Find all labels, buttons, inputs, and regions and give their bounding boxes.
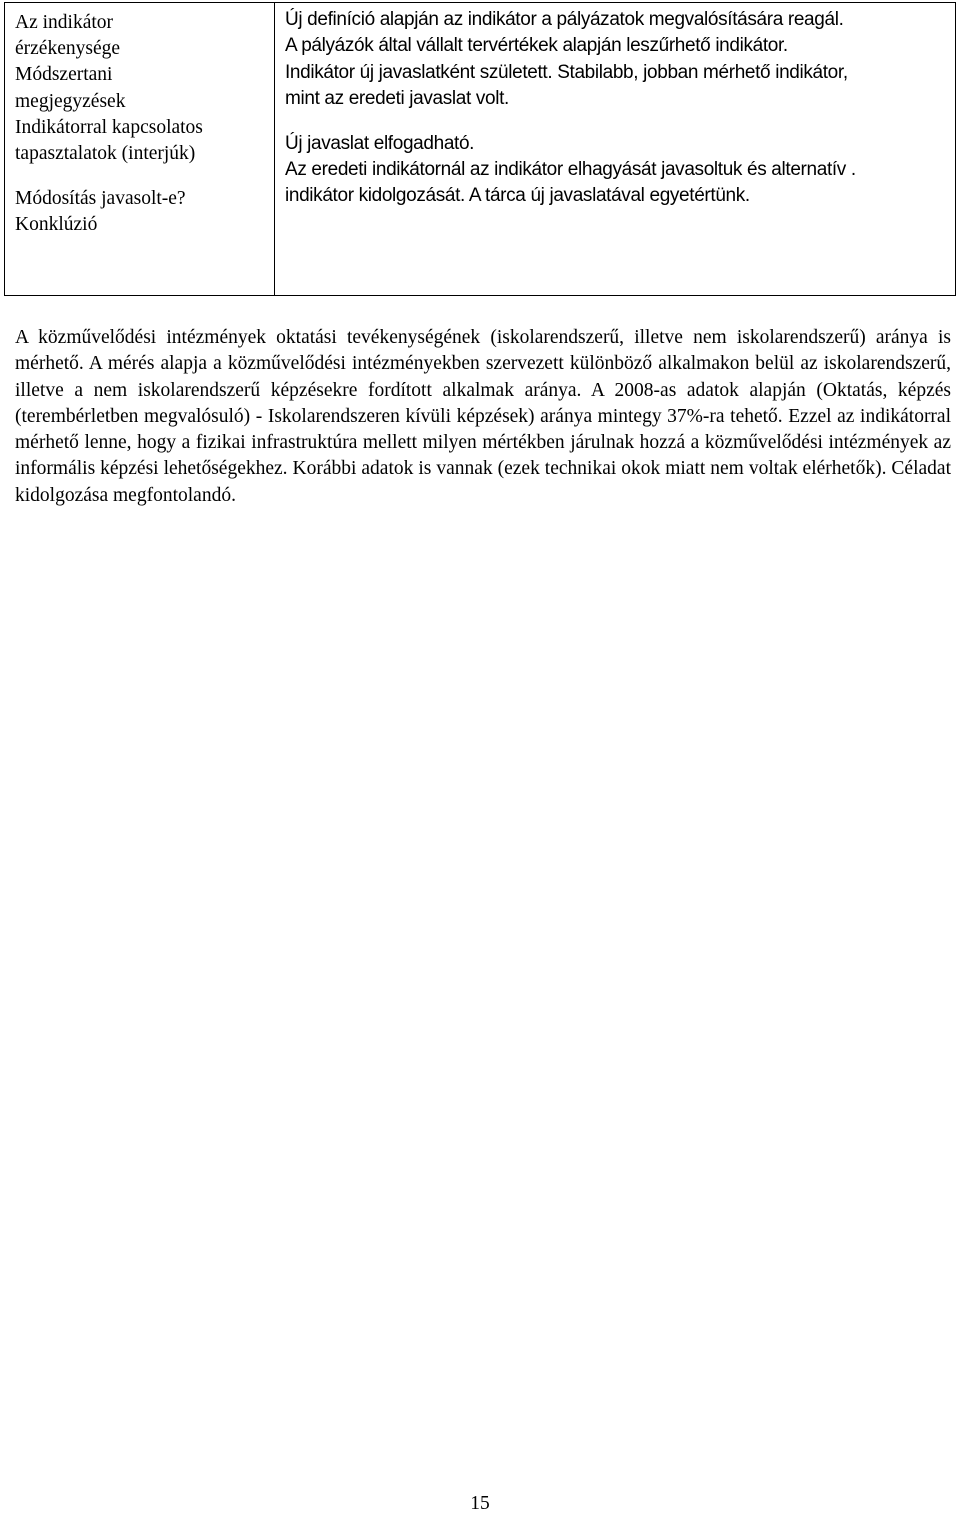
label-sensitivity-line2: érzékenysége — [15, 38, 121, 60]
value-experience-line1: Indikátor új javaslatként született. Stabilabb, jobban mérhető indikátor, — [285, 61, 848, 83]
label-experience-line2: tapasztalatok (interjúk) — [15, 143, 196, 165]
label-spacer — [15, 167, 274, 186]
label-conclusion: Konklúzió — [15, 214, 98, 236]
indicator-table — [4, 2, 956, 296]
page-number: 15 — [470, 1493, 490, 1514]
label-modification: Módosítás javasolt-e? — [15, 188, 186, 210]
label-column — [5, 3, 275, 295]
value-column — [275, 3, 955, 295]
label-method-line1: Módszertani — [15, 64, 113, 86]
value-conclusion-line2: indikátor kidolgozását. A tárca új javaslatával egyetértünk. — [285, 185, 750, 207]
value-conclusion-line1: Az eredeti indikátornál az indikátor elhagyását javasoltuk és alternatív . — [285, 159, 856, 181]
label-sensitivity-line1: Az indikátor — [15, 12, 114, 33]
value-spacer — [285, 113, 955, 131]
label-method-line2: megjegyzések — [15, 90, 126, 112]
label-experience-line1: Indikátorral kapcsolatos — [15, 116, 203, 138]
body-paragraph: A közművelődési intézmények oktatási tevékenységének (iskolarendszerű, illetve nem iskolarendszerű) aránya is mérhető. A mérés alapja a közművelődési intézményekben szervezett különböző alkalmakon belül az iskolarendszerű, illetve a nem iskolarendszerű képzésekre fordított alkalmak aránya. A 2008-as adatok alapján (Oktatás, képzés (terembérletben megvalósuló) - Iskolarendszeren kívüli képzések) aránya mintegy 37%-ra tehető. Ezzel az indikátorral mérhető lenne, hogy a fizikai infrastruktúra mellett milyen mértékben járulnak hozzá a közművelődési intézmények az informális képzési lehetőségekhez. Korábbi adatok is vannak (ezek technikai okok miatt nem voltak elérhetők). Céladat kidolgozása megfontolandó. — [15, 327, 951, 506]
value-experience-line2: mint az eredeti javaslat volt. — [285, 88, 509, 110]
value-sensitivity: Új definíció alapján az indikátor a pályázatok megvalósítására reagál. — [285, 9, 844, 30]
value-method: A pályázók által vállalt tervértékek alapján leszűrhető indikátor. — [285, 35, 788, 57]
value-modification: Új javaslat elfogadható. — [285, 132, 475, 154]
